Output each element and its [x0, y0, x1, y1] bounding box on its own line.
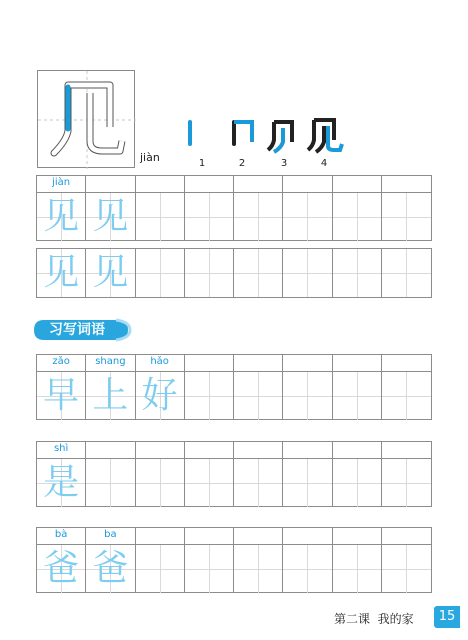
- character-row: [37, 249, 431, 297]
- pinyin-text: zǎo: [52, 356, 70, 367]
- writing-cell[interactable]: [234, 249, 283, 297]
- writing-cell[interactable]: [283, 545, 332, 593]
- trace-character: 见: [92, 196, 129, 237]
- pinyin-cell[interactable]: [382, 355, 431, 371]
- pinyin-cell[interactable]: [333, 355, 382, 371]
- pinyin-cell[interactable]: [86, 355, 135, 371]
- pinyin-cell[interactable]: [382, 528, 431, 544]
- stroke-number-4: 4: [320, 158, 328, 169]
- writing-cell[interactable]: [37, 459, 86, 507]
- pinyin-cell[interactable]: [185, 442, 234, 458]
- pinyin-cell[interactable]: [185, 176, 234, 192]
- pinyin-text: jiàn: [52, 177, 71, 188]
- stroke-step-4: [306, 112, 346, 154]
- word-grid-1: [36, 354, 432, 420]
- writing-cell[interactable]: [234, 193, 283, 241]
- pinyin-cell[interactable]: [136, 355, 185, 371]
- pinyin-cell[interactable]: [283, 442, 332, 458]
- pinyin-cell[interactable]: [333, 442, 382, 458]
- writing-cell[interactable]: [283, 372, 332, 420]
- pinyin-cell[interactable]: [136, 442, 185, 458]
- page-number: 15: [434, 606, 460, 628]
- writing-cell[interactable]: [37, 193, 86, 241]
- writing-cell[interactable]: [185, 372, 234, 420]
- writing-cell[interactable]: [136, 459, 185, 507]
- stroke-number-1: 1: [198, 158, 206, 169]
- pinyin-cell[interactable]: [37, 442, 86, 458]
- writing-cell[interactable]: [86, 545, 135, 593]
- writing-cell[interactable]: [86, 459, 135, 507]
- writing-cell[interactable]: [234, 372, 283, 420]
- writing-cell[interactable]: [86, 249, 135, 297]
- pinyin-cell[interactable]: [333, 528, 382, 544]
- character-demo-card: [37, 70, 135, 168]
- writing-cell[interactable]: [283, 193, 332, 241]
- pinyin-cell[interactable]: [382, 442, 431, 458]
- pinyin-cell[interactable]: [136, 528, 185, 544]
- pinyin-row: [37, 176, 431, 192]
- writing-cell[interactable]: [333, 193, 382, 241]
- pinyin-text: hǎo: [150, 356, 169, 367]
- trace-character: 见: [92, 252, 129, 293]
- pinyin-cell[interactable]: [234, 528, 283, 544]
- trace-character: 是: [43, 462, 80, 503]
- writing-cell[interactable]: [333, 249, 382, 297]
- pinyin-cell[interactable]: [86, 528, 135, 544]
- word-grid-2: [36, 441, 432, 507]
- writing-cell[interactable]: [37, 372, 86, 420]
- trace-character: 见: [43, 252, 80, 293]
- writing-cell[interactable]: [185, 193, 234, 241]
- writing-cell[interactable]: [333, 372, 382, 420]
- pinyin-cell[interactable]: [86, 176, 135, 192]
- trace-character: 上: [92, 375, 129, 416]
- pinyin-cell[interactable]: [283, 176, 332, 192]
- writing-cell[interactable]: [86, 372, 135, 420]
- trace-character: 见: [43, 196, 80, 237]
- writing-cell[interactable]: [234, 545, 283, 593]
- pinyin-cell[interactable]: [37, 176, 86, 192]
- writing-cell[interactable]: [333, 459, 382, 507]
- pinyin-cell[interactable]: [234, 355, 283, 371]
- trace-character: 好: [141, 375, 178, 416]
- character-row: [37, 192, 431, 241]
- pinyin-text: shì: [53, 443, 69, 454]
- practice-grid-1: [36, 175, 432, 241]
- pinyin-cell[interactable]: [234, 442, 283, 458]
- word-grid-3: [36, 527, 432, 593]
- writing-cell[interactable]: [136, 249, 185, 297]
- pinyin-cell[interactable]: [283, 528, 332, 544]
- writing-cell[interactable]: [382, 193, 431, 241]
- pinyin-cell[interactable]: [283, 355, 332, 371]
- writing-cell[interactable]: [185, 545, 234, 593]
- character-row: [37, 458, 431, 507]
- writing-cell[interactable]: [136, 193, 185, 241]
- pinyin-cell[interactable]: [333, 176, 382, 192]
- stroke-number-2: 2: [238, 158, 246, 169]
- character-demo-svg: [38, 71, 136, 169]
- character-row: [37, 371, 431, 420]
- writing-cell[interactable]: [37, 249, 86, 297]
- practice-grid-2: [36, 248, 432, 298]
- footer-lesson-label: 第二课: [334, 612, 371, 626]
- writing-cell[interactable]: [185, 459, 234, 507]
- trace-character: 爸: [43, 548, 80, 589]
- writing-cell[interactable]: [37, 545, 86, 593]
- character-pinyin: jiàn: [140, 151, 160, 164]
- stroke-step-2: [224, 112, 264, 154]
- pinyin-cell[interactable]: [86, 442, 135, 458]
- stroke-step-1: [180, 112, 220, 154]
- pinyin-row: [37, 355, 431, 371]
- pinyin-cell[interactable]: [37, 355, 86, 371]
- stroke-step-3: [264, 112, 304, 154]
- writing-cell[interactable]: [86, 193, 135, 241]
- writing-cell[interactable]: [136, 372, 185, 420]
- trace-character: 早: [43, 375, 80, 416]
- writing-cell[interactable]: [283, 459, 332, 507]
- trace-character: 爸: [92, 548, 129, 589]
- pinyin-cell[interactable]: [382, 176, 431, 192]
- pinyin-row: [37, 528, 431, 544]
- writing-cell[interactable]: [333, 545, 382, 593]
- writing-cell[interactable]: [382, 249, 431, 297]
- pinyin-text: ba: [104, 529, 117, 540]
- pinyin-row: [37, 442, 431, 458]
- pinyin-text: shang: [95, 356, 126, 367]
- writing-cell[interactable]: [185, 249, 234, 297]
- pinyin-cell[interactable]: [37, 528, 86, 544]
- writing-cell[interactable]: [382, 459, 431, 507]
- writing-cell[interactable]: [136, 545, 185, 593]
- footer-lesson-title: 我的家: [377, 612, 414, 626]
- footer-lesson: [334, 610, 414, 627]
- writing-cell[interactable]: [382, 545, 431, 593]
- writing-cell[interactable]: [382, 372, 431, 420]
- pinyin-text: bà: [54, 529, 68, 540]
- section-title: 习写词语: [49, 322, 105, 338]
- pinyin-cell[interactable]: [185, 355, 234, 371]
- stroke-number-3: 3: [280, 158, 288, 169]
- character-row: [37, 544, 431, 593]
- writing-cell[interactable]: [234, 459, 283, 507]
- writing-cell[interactable]: [283, 249, 332, 297]
- pinyin-cell[interactable]: [185, 528, 234, 544]
- pinyin-cell[interactable]: [136, 176, 185, 192]
- pinyin-cell[interactable]: [234, 176, 283, 192]
